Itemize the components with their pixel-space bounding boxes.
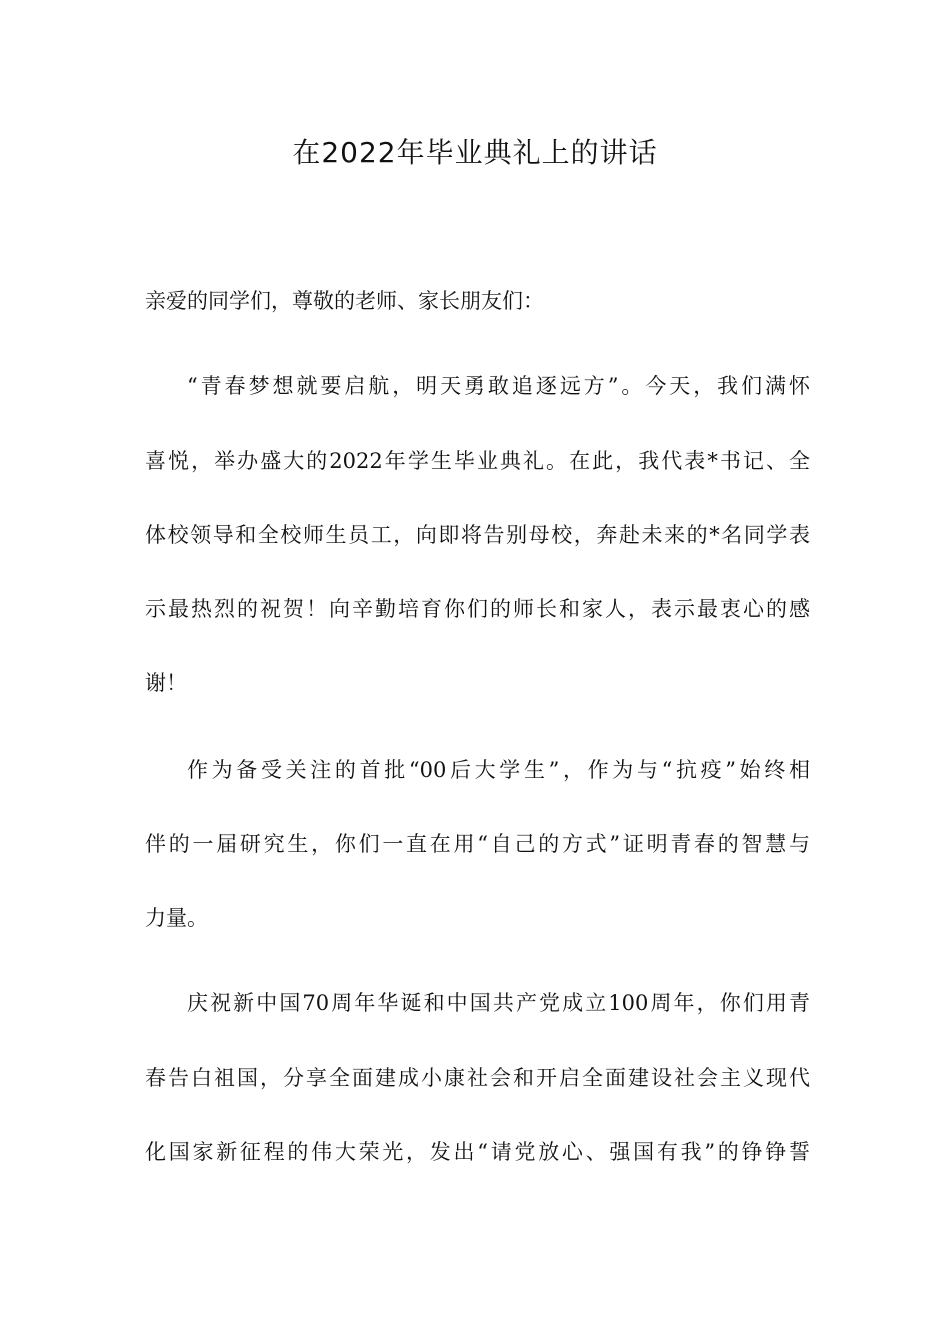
paragraph-1-line-1: “青春梦想就要启航，明天勇敢追逐远方”。今天，我们满怀 — [187, 374, 810, 398]
paragraph-2-line-2: 伴的一届研究生，你们一直在用“自己的方式”证明青春的智慧与 — [145, 832, 810, 856]
paragraph-2-line-1: 作为备受关注的首批“00后大学生”，作为与“抗疫”始终相 — [187, 758, 810, 782]
paragraph-1-line-5: 谢！ — [145, 671, 187, 695]
document-title: 在2022年毕业典礼上的讲话 — [292, 136, 658, 169]
paragraph-2-line-3: 力量。 — [145, 906, 208, 930]
salutation: 亲爱的同学们，尊敬的老师、家长朋友们： — [145, 289, 544, 313]
paragraph-3-line-1: 庆祝新中国70周年华诞和中国共产党成立100周年，你们用青 — [187, 991, 810, 1015]
paragraph-1-line-4: 示最热烈的祝贺！向辛勤培育你们的师长和家人，表示最衷心的感 — [145, 597, 810, 621]
paragraph-1-line-2: 喜悦，举办盛大的2022年学生毕业典礼。在此，我代表*书记、全 — [145, 449, 810, 473]
paragraph-3-line-3: 化国家新征程的伟大荣光，发出“请党放心、强国有我”的铮铮誓 — [145, 1140, 810, 1164]
paragraph-3-line-2: 春告白祖国，分享全面建成小康社会和开启全面建设社会主义现代 — [145, 1066, 810, 1090]
paragraph-1-line-3: 体校领导和全校师生员工，向即将告别母校，奔赴未来的*名同学表 — [145, 523, 810, 547]
